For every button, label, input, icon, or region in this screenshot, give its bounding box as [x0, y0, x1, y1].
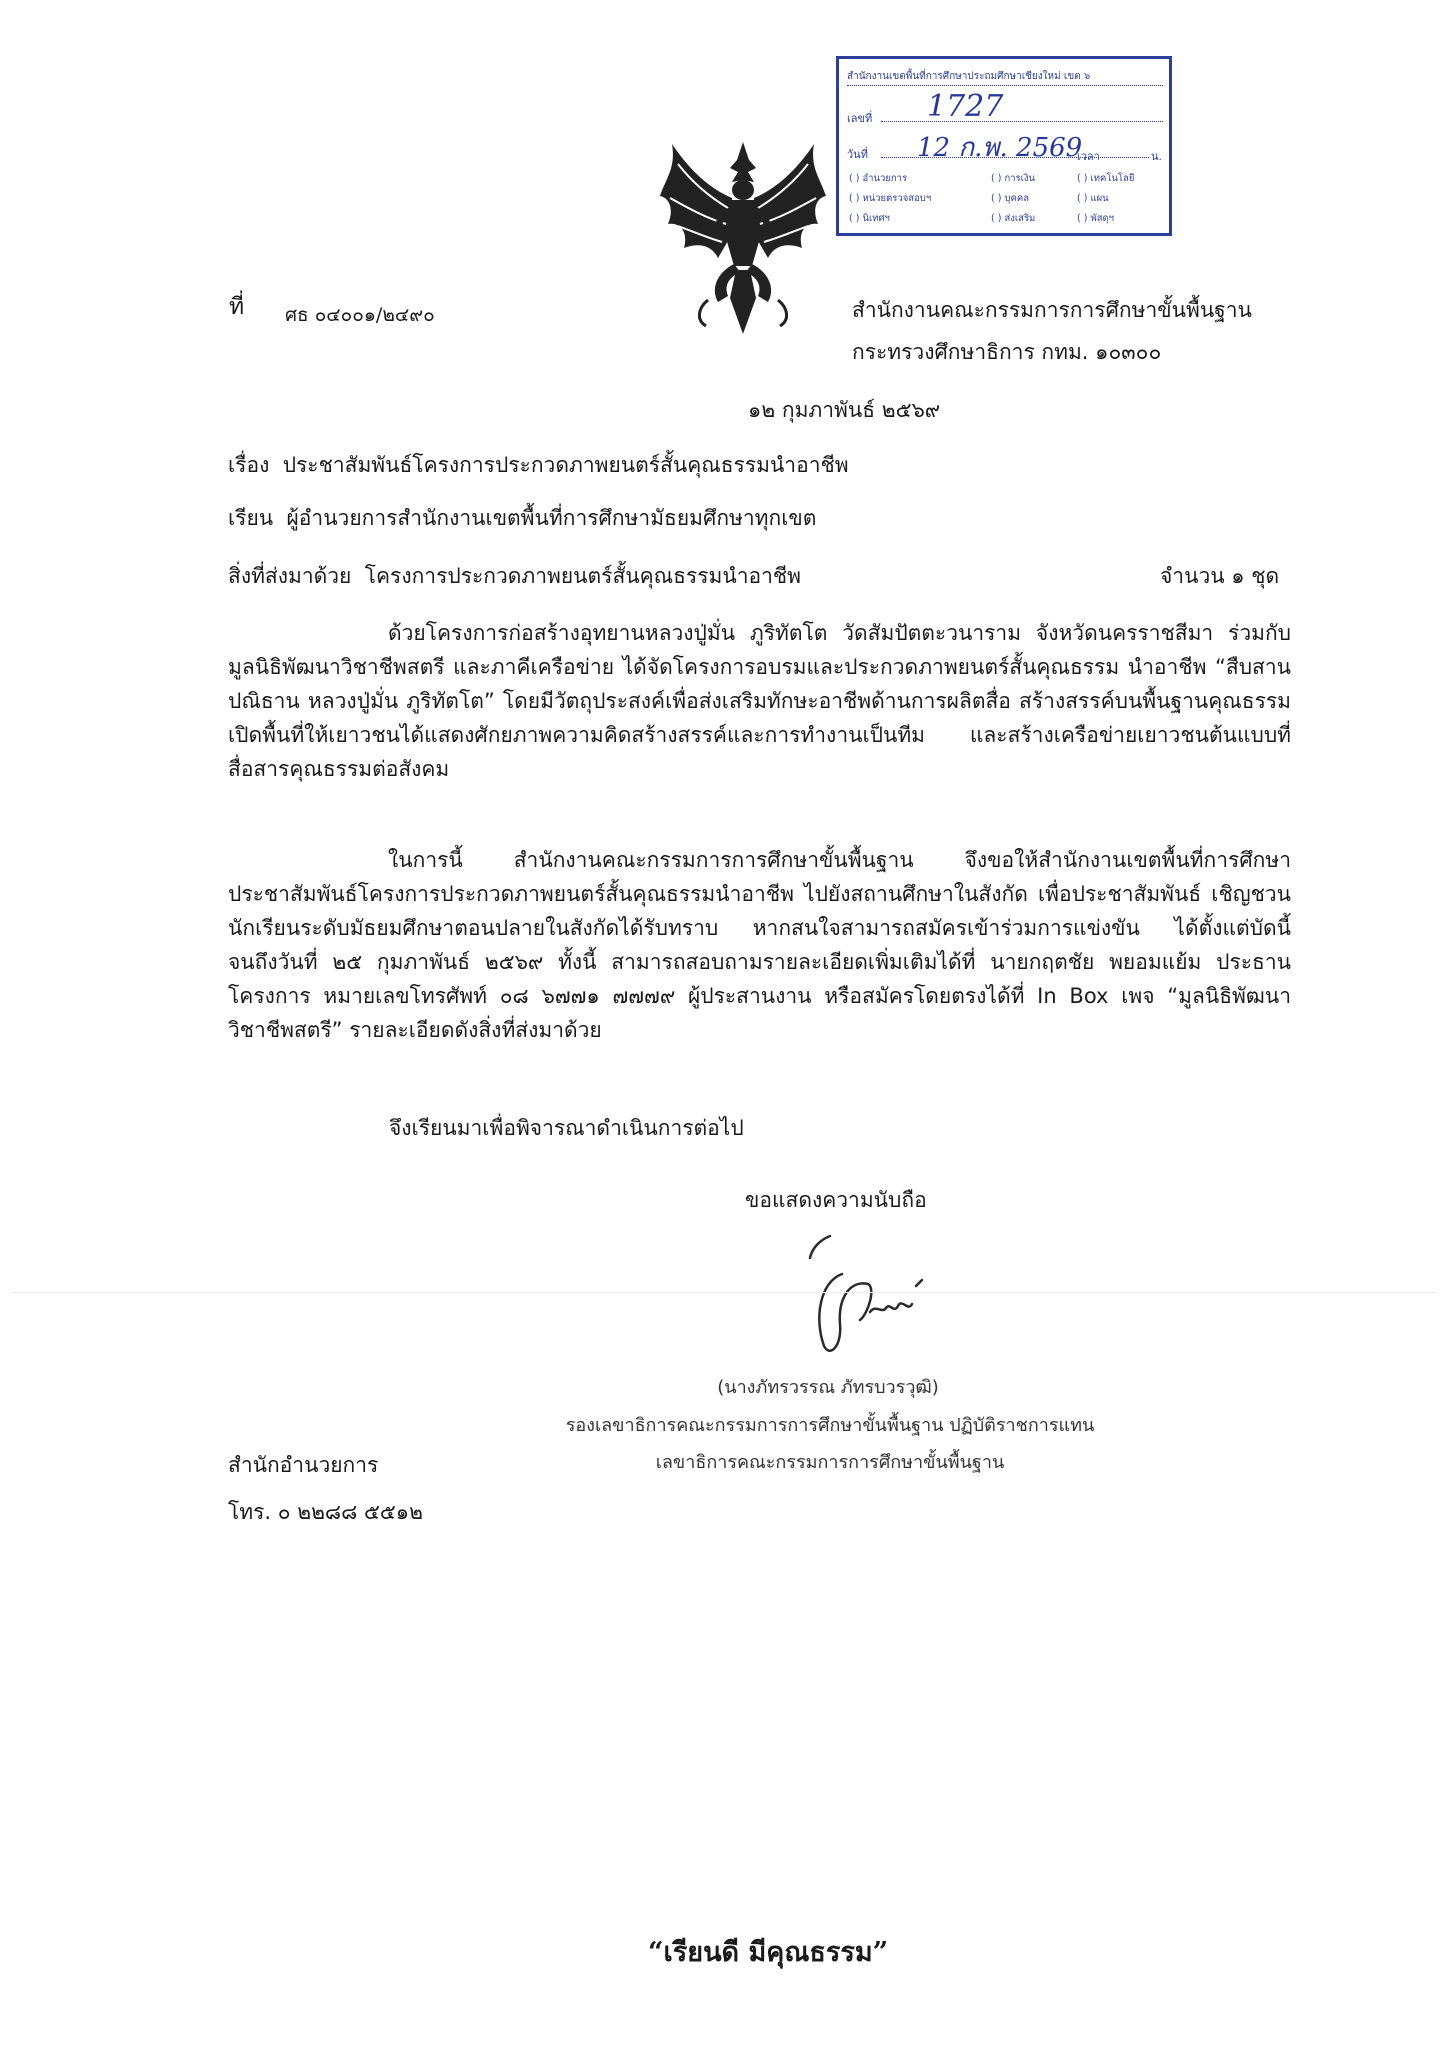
subject-line [228, 455, 849, 476]
enclosure-count: จำนวน ๑ ชุด [1160, 564, 1280, 588]
letter-date: ๑๒ กุมภาพันธ์ ๒๕๖๙ [748, 398, 941, 422]
stamp-office: สำนักงานเขตพื้นที่การศึกษาประถมศึกษาเชียงใหม่ เขต ๖ [847, 71, 1091, 82]
salutation: ขอแสดงความนับถือ [745, 1188, 927, 1212]
stamp-option: ( ) บุคคล [991, 193, 1030, 204]
stamp-no-label: เลขที่ [847, 112, 873, 125]
stamp-option: ( ) เทคโนโลยี [1077, 173, 1135, 184]
stamp-time-suffix: น. [1151, 150, 1163, 163]
signer-name: (นางภัทรวรรณ ภัทรบวรวุฒิ) [717, 1377, 939, 1398]
signer-position-2: เลขาธิการคณะกรรมการการศึกษาขั้นพื้นฐาน [655, 1452, 1005, 1473]
subject-text: ประชาสัมพันธ์โครงการประกวดภาพยนตร์สั้นคุณธรรมนำอาชีพ [282, 453, 849, 477]
ref-number: ศธ ๐๔๐๐๑/๒๔๙๐ [285, 304, 435, 326]
to-label: เรียน [228, 506, 274, 530]
stamp-date-value: 12 ก.พ. 2569 [917, 133, 1083, 163]
stamp-time-label: เวลา [1077, 150, 1100, 163]
body-paragraph-1 [228, 616, 1291, 786]
stamp-option: ( ) การเงิน [991, 173, 1036, 184]
stamp-option: ( ) นิเทศฯ [849, 213, 890, 224]
stamp-date-label: วันที่ [847, 148, 868, 161]
handwritten-signature [790, 1228, 940, 1358]
office-line-2: กระทรวงศึกษาธิการ กทม. ๑๐๓๐๐ [852, 340, 1162, 364]
footer-phone: โทร. ๐ ๒๒๘๘ ๕๕๑๒ [228, 1500, 423, 1524]
signer-position-1: รองเลขาธิการคณะกรรมการการศึกษาขั้นพื้นฐาน ปฏิบัติราชการแทน [565, 1415, 1095, 1436]
body-paragraph-2-text: ในการนี้ สำนักงานคณะกรรมการการศึกษาขั้นพื้นฐาน จึงขอให้สำนักงานเขตพื้นที่การศึกษา ประชาสัมพันธ์โครงการประกวดภาพยนตร์สั้นคุณธรรมนำอาชีพ ไปยังสถานศึกษาในสังกัด เพื่อประชาสัมพันธ์ เชิญชวนนักเรียนระดับมัธยมศึกษาตอนปลายในสังกัดได้รับทราบ หากสนใจสามารถสมัครเข้าร่วมการแข่งขัน ได้ตั้งแต่บัดนี้ จนถึงวันที่ ๒๕ กุมภาพันธ์ ๒๕๖๙ ทั้งนี้ สามารถสอบถามรายละเอียดเพิ่มเติมได้ที่ นายกฤตชัย พยอมแย้ม ประธานโครงการ หมายเลขโทรศัพท์ ๐๘ ๖๗๗๑ ๗๗๗๙ ผู้ประสานงาน หรือสมัครโดยตรงได้ที่ In Box เพจ “มูลนิธิพัฒนาวิชาชีพสตรี” รายละเอียดดังสิ่งที่ส่งมาด้วย [228, 848, 1291, 1042]
to-text: ผู้อำนวยการสำนักงานเขตพื้นที่การศึกษามัธยมศึกษาทุกเขต [286, 506, 817, 530]
office-line-1: สำนักงานคณะกรรมการการศึกษาขั้นพื้นฐาน [852, 298, 1252, 322]
enclosure-label: สิ่งที่ส่งมาด้วย [228, 564, 352, 588]
body-paragraph-2 [228, 843, 1291, 1047]
motto: “เรียนดี มีคุณธรรม” [648, 1937, 889, 1968]
stamp-no-value: 1727 [927, 89, 1004, 124]
footer-dept: สำนักอำนวยการ [228, 1453, 379, 1477]
enclosure-line [228, 566, 801, 587]
receiving-stamp [836, 56, 1172, 236]
enclosure-text: โครงการประกวดภาพยนตร์สั้นคุณธรรมนำอาชีพ [364, 564, 802, 588]
stamp-option: ( ) พัสดุฯ [1077, 213, 1115, 224]
stamp-underline [847, 85, 1163, 86]
stamp-option: ( ) หน่วยตรวจสอบฯ [849, 193, 932, 204]
closing-line: จึงเรียนมาเพื่อพิจารณาดำเนินการต่อไป [389, 1116, 744, 1140]
garuda-emblem-icon [648, 138, 838, 338]
to-line [228, 508, 816, 529]
stamp-option: ( ) ส่งเสริม [991, 213, 1036, 224]
ref-label: ที่ [229, 294, 245, 320]
stamp-option: ( ) แผน [1077, 193, 1109, 204]
stamp-no-line [881, 121, 1163, 122]
subject-label: เรื่อง [228, 453, 270, 477]
body-paragraph-1-text: ด้วยโครงการก่อสร้างอุทยานหลวงปู่มั่น ภูริทัตโต วัดสัมปัตตะวนาราม จังหวัดนครราชสีมา ร่วมกับ มูลนิธิพัฒนาวิชาชีพสตรี และภาคีเครือข่าย ได้จัดโครงการอบรมและประกวดภาพยนตร์สั้นคุณธรรม นำอาชีพ “สืบสานปณิธาน หลวงปู่มั่น ภูริทัตโต” โดยมีวัตถุประสงค์เพื่อส่งเสริมทักษะอาชีพด้านการผลิตสื่อ สร้างสรรค์บนพื้นฐานคุณธรรม เปิดพื้นที่ให้เยาวชนได้แสดงศักยภาพความคิดสร้างสรรค์และการทำงานเป็นทีม และสร้างเครือข่ายเยาวชนต้นแบบที่สื่อสารคุณธรรมต่อสังคม [228, 621, 1291, 781]
page-divider [10, 1292, 1438, 1293]
stamp-option: ( ) อำนวยการ [849, 173, 908, 184]
